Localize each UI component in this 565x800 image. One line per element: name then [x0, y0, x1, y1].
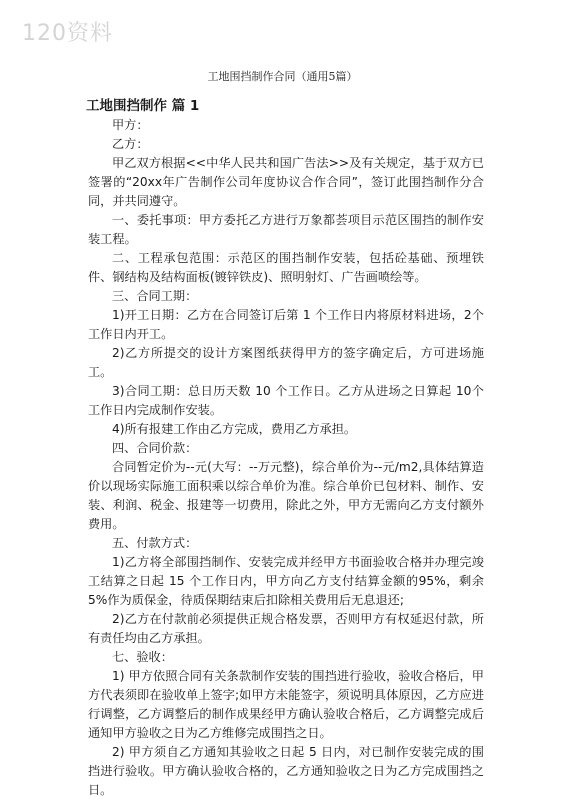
preamble-paragraph: 甲乙双方根据<<中华人民共和国广告法>>及有关规定，基于双方已签署的“20xx年广告制作公司年度协议合作合同”，签订此围挡制作分合同，并共同遵守。 [88, 156, 484, 208]
clause-1-commission: 一、委托事项：甲方委托乙方进行万象都荟项目示范区围挡的制作安装工程。 [88, 213, 484, 246]
party-a-line: 甲方： [112, 118, 149, 132]
clause-2-scope: 二、工程承包范围：示范区的围挡制作安装，包括砼基础、预埋铁件、钢结构及结构面板(镀锌铁皮)、照明射灯、广告画喷绘等。 [88, 251, 484, 284]
clause-3-item-4: 4)所有报建工作由乙方完成，费用乙方承担。 [112, 422, 357, 436]
clause-5-item-1: 1)乙方将全部围挡制作、安装完成并经甲方书面验收合格并办理完竣工结算之日起 15 个工作日内，甲方向乙方支付结算金额的95%，剩余 5%作为质保金，待质保期结束后扣除相关费用后无息退还; [88, 555, 484, 607]
clause-3-heading: 三、合同工期： [112, 289, 198, 303]
clause-5-item-2: 2)乙方在付款前必须提供正规合格发票，否则甲方有权延迟付款，所有责任均由乙方承担。 [88, 612, 484, 645]
clause-4-price: 合同暂定价为--元(大写：--万元整)，综合单价为--元/m2,具体结算造价以现场实际施工面积乘以综合单价为准。综合单价已包材料、制作、安装、利润、税金、报建等一切费用，除此之外，甲方无需向乙方支付额外费用。 [88, 460, 484, 531]
clause-7-item-1: 1) 甲方依照合同有关条款制作安装的围挡进行验收，验收合格后，甲方代表须即在验收单上签字;如甲方未能签字，须说明具体原因，乙方应进行调整，乙方调整后的制作成果经甲方确认验收合格后，乙方调整完成后通知甲方验收之日为乙方维修完成围挡之日。 [88, 669, 484, 740]
document-title: 工地围挡制作合同（通用5篇） [207, 70, 358, 83]
clause-3-item-2: 2)乙方所提交的设计方案图纸获得甲方的签字确定后，方可进场施工。 [88, 346, 484, 379]
clause-4-heading: 四、合同价款： [112, 441, 198, 455]
clause-7-item-2: 2) 甲方须自乙方通知其验收之日起 5 日内，对已制作安装完成的围挡进行验收。甲方确认验收合格的，乙方通知验收之日为乙方完成围挡之日。 [88, 745, 484, 797]
watermark: 120资料 [22, 21, 113, 46]
section-heading: 工地围挡制作 篇 1 [86, 98, 200, 114]
clause-3-item-1: 1)开工日期：乙方在合同签订后第 1 个工作日内将原材料进场，2个工作日内开工。 [88, 308, 484, 341]
clause-7-heading: 七、验收： [112, 650, 173, 664]
document-body [88, 96, 484, 800]
clause-5-heading: 五、付款方式： [112, 536, 198, 550]
clause-3-item-3: 3)合同工期：总日历天数 10 个工作日。乙方从进场之日算起 10个工作日内完成制作安装。 [88, 384, 484, 417]
party-b-line: 乙方： [112, 137, 149, 151]
